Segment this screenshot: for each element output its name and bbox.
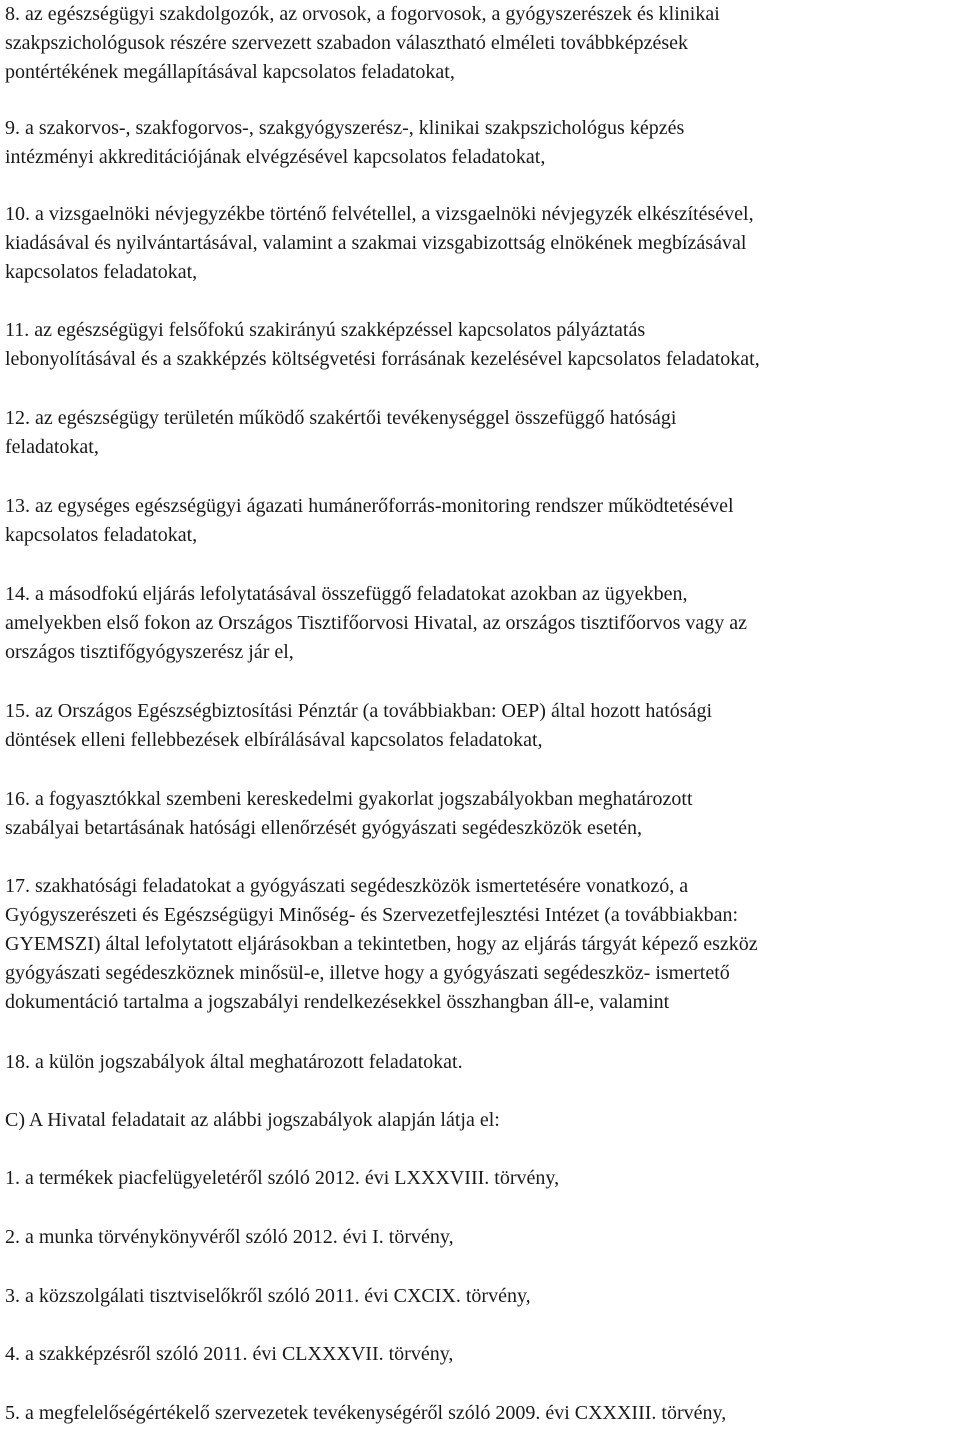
list-item — [5, 1340, 957, 1369]
list-item — [5, 1048, 957, 1077]
text-line: kiadásával és nyilvántartásával, valamint a szakmai vizsgabizottság elnökének megbízásával — [5, 232, 747, 254]
text-line: szabályai betartásának hatósági ellenőrzését gyógyászati segédeszközök esetén, — [5, 817, 642, 839]
text-line: 5. a megfelelőségértékelő szervezetek tevékenységéről szóló 2009. évi CXXXIII. törvény, — [5, 1402, 727, 1424]
list-item — [5, 492, 957, 550]
list-item — [5, 872, 957, 1017]
list-item — [5, 316, 957, 374]
text-line: döntések elleni fellebbezések elbírálásával kapcsolatos feladatokat, — [5, 729, 543, 751]
text-line: 10. a vizsgaelnöki névjegyzékbe történő felvétellel, a vizsgaelnöki névjegyzék elkészítésével, — [5, 203, 754, 225]
text-line: kapcsolatos feladatokat, — [5, 261, 198, 283]
text-line: pontértékének megállapításával kapcsolatos feladatokat, — [5, 61, 455, 83]
text-line: 11. az egészségügyi felsőfokú szakirányú szakképzéssel kapcsolatos pályáztatás — [5, 319, 646, 341]
text-line: szakpszichológusok részére szervezett szabadon választható elméleti továbbképzések — [5, 32, 689, 54]
text-line: 8. az egészségügyi szakdolgozók, az orvosok, a fogorvosok, a gyógyszerészek és klinikai — [5, 3, 720, 25]
text-line: 15. az Országos Egészségbiztosítási Pénztár (a továbbiakban: OEP) által hozott hatósági — [5, 700, 713, 722]
text-line: 14. a másodfokú eljárás lefolytatásával összefüggő feladatokat azokban az ügyekben, — [5, 583, 688, 605]
list-item — [5, 1164, 957, 1193]
list-item — [5, 1223, 957, 1252]
text-line: 16. a fogyasztókkal szembeni kereskedelmi gyakorlat jogszabályokban meghatározott — [5, 788, 693, 810]
text-line: 2. a munka törvénykönyvéről szóló 2012. évi I. törvény, — [5, 1226, 454, 1248]
list-item — [5, 580, 957, 667]
list-item — [5, 697, 957, 755]
text-line: 17. szakhatósági feladatokat a gyógyászati segédeszközök ismertetésére vonatkozó, a — [5, 875, 689, 897]
text-line: 18. a külön jogszabályok által meghatározott feladatokat. — [5, 1051, 463, 1073]
text-line: országos tisztifőgyógyszerész jár el, — [5, 641, 294, 663]
list-item — [5, 114, 957, 172]
text-line: feladatokat, — [5, 436, 99, 458]
list-item — [5, 200, 957, 287]
list-item — [5, 404, 957, 462]
list-item — [5, 1282, 957, 1311]
text-line: dokumentáció tartalma a jogszabályi rendelkezésekkel összhangban áll-e, valamint — [5, 991, 670, 1013]
text-line: GYEMSZI) által lefolytatott eljárásokban a tekintetben, hogy az eljárás tárgyát képező eszköz — [5, 933, 758, 955]
text-line: kapcsolatos feladatokat, — [5, 524, 198, 546]
list-item — [5, 785, 957, 843]
text-line: lebonyolításával és a szakképzés költségvetési forrásának kezelésével kapcsolatos feladatokat, — [5, 348, 760, 370]
list-item — [5, 0, 957, 87]
text-line: 4. a szakképzésről szóló 2011. évi CLXXXVII. törvény, — [5, 1343, 454, 1365]
text-line: 13. az egységes egészségügyi ágazati humánerőforrás-monitoring rendszer működtetésével — [5, 495, 734, 517]
text-line: gyógyászati segédeszköznek minősül-e, illetve hogy a gyógyászati segédeszköz- ismertető — [5, 962, 730, 984]
list-item — [5, 1399, 957, 1428]
text-line: Gyógyszerészeti és Egészségügyi Minőség- és Szervezetfejlesztési Intézet (a továbbiakban: — [5, 904, 739, 926]
section-heading — [5, 1106, 957, 1135]
text-line: 1. a termékek piacfelügyeletéről szóló 2012. évi LXXXVIII. törvény, — [5, 1167, 560, 1189]
text-line: 3. a közszolgálati tisztviselőkről szóló 2011. évi CXCIX. törvény, — [5, 1285, 531, 1307]
text-line: C) A Hivatal feladatait az alábbi jogszabályok alapján látja el: — [5, 1109, 500, 1131]
text-line: 12. az egészségügy területén működő szakértői tevékenységgel összefüggő hatósági — [5, 407, 677, 429]
text-line: amelyekben első fokon az Országos Tisztifőorvosi Hivatal, az országos tisztifőorvos vagy az — [5, 612, 748, 634]
text-line: intézményi akkreditációjának elvégzésével kapcsolatos feladatokat, — [5, 146, 546, 168]
text-line: 9. a szakorvos-, szakfogorvos-, szakgyógyszerész-, klinikai szakpszichológus képzés — [5, 117, 685, 139]
